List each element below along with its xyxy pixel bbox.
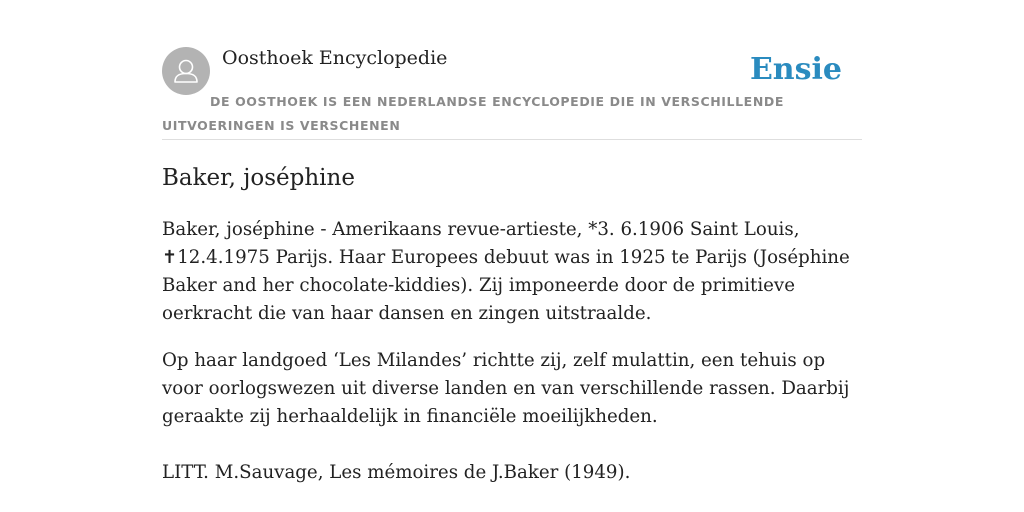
- article-title: Baker, joséphine: [162, 165, 355, 191]
- user-icon: [162, 47, 210, 95]
- article-paragraph: Op haar landgoed ‘Les Milandes’ richtte zij, zelf mulattin, een tehuis op voor oorlogswezen uit diverse landen en van verschillende rassen. Daarbij geraakte zij herhaaldelijk in financiële moeilijkheden.: [162, 350, 850, 427]
- article-paragraph: Baker, joséphine - Amerikaans revue-artieste, *3. 6.1906 Saint Louis, ✝12.4.1975 Parijs. Haar Europees debuut was in 1925 te Parijs (Joséphine Baker and her chocolate-kiddies). Zij imponeerde door de primitieve oerkracht die van haar dansen en zingen uitstraalde.: [162, 219, 850, 324]
- source-description: DE OOSTHOEK IS EEN NEDERLANDSE ENCYCLOPEDIE DIE IN VERSCHILLENDE UITVOERINGEN IS VERSCHENEN: [162, 94, 784, 133]
- header-divider: [162, 139, 862, 140]
- source-name[interactable]: Oosthoek Encyclopedie: [222, 47, 448, 69]
- brand-logo[interactable]: Ensie: [749, 52, 842, 87]
- article-body: [162, 216, 867, 487]
- source-avatar[interactable]: [162, 47, 210, 95]
- literature-reference: LITT. M.Sauvage, Les mémoires de J.Baker (1949).: [162, 462, 631, 483]
